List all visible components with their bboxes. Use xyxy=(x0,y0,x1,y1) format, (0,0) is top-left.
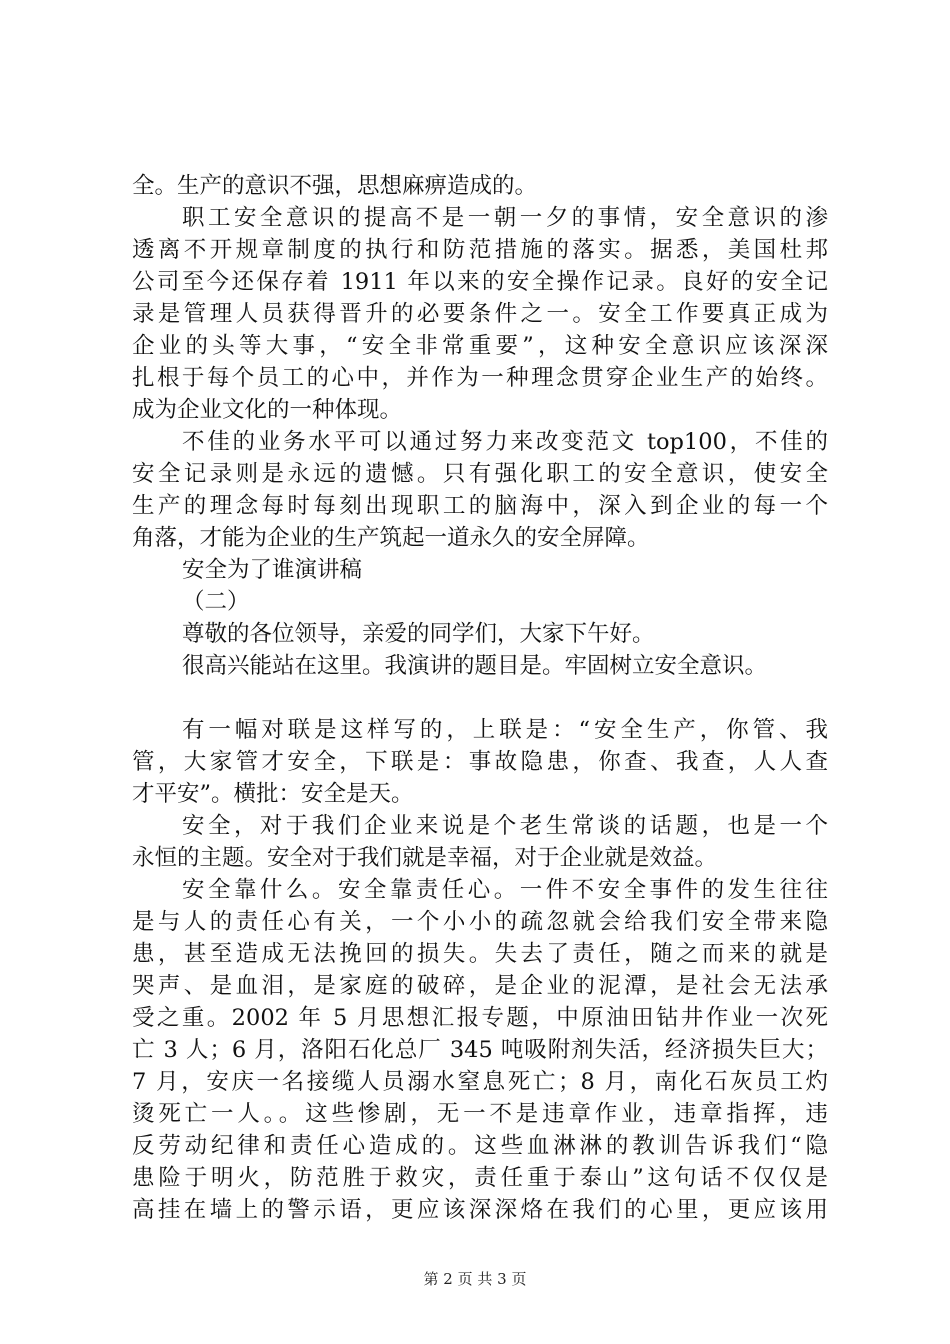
blank-line xyxy=(132,682,832,714)
text-line: 安全，对于我们企业来说是个老生常谈的话题，也是一个 xyxy=(182,813,828,839)
body-text xyxy=(132,170,832,1226)
text-line: 有一幅对联是这样写的，上联是：“安全生产，你管、我 xyxy=(182,717,828,743)
text-line: 很高兴能站在这里。我演讲的题目是。牢固树立安全意识。 xyxy=(182,653,768,679)
text-line: 全。生产的意识不强，思想麻痹造成的。 xyxy=(132,173,538,199)
text-line: 成为企业文化的一种体现。 xyxy=(132,397,403,423)
text-line: 录是管理人员获得晋升的必要条件之一。安全工作要真正成为 xyxy=(132,301,828,327)
text-line: 受之重。2002 年 5 月思想汇报专题，中原油田钻井作业一次死 xyxy=(132,1005,828,1031)
text-line: 高挂在墙上的警示语，更应该深深烙在我们的心里，更应该用 xyxy=(132,1197,828,1223)
text-line: 扎根于每个员工的心中，并作为一种理念贯穿企业生产的始终。 xyxy=(132,365,828,391)
text-line: 职工安全意识的提高不是一朝一夕的事情，安全意识的渗 xyxy=(182,205,828,231)
page-footer xyxy=(0,1269,950,1289)
text-line: 角落，才能为企业的生产筑起一道永久的安全屏障。 xyxy=(132,525,650,551)
text-line: 哭声、是血泪，是家庭的破碎，是企业的泥潭，是社会无法承 xyxy=(132,973,828,999)
text-line: 企业的头等大事，“安全非常重要”，这种安全意识应该深深 xyxy=(132,333,828,359)
text-line: 才平安”。横批：安全是天。 xyxy=(132,781,414,807)
text-line: 亡 3 人；6 月，洛阳石化总厂 345 吨吸附剂失活，经济损失巨大； xyxy=(132,1037,828,1063)
text-line: 永恒的主题。安全对于我们就是幸福，对于企业就是效益。 xyxy=(132,845,718,871)
text-line: 不佳的业务水平可以通过努力来改变范文 top100，不佳的 xyxy=(182,429,828,455)
text-line: 患险于明火，防范胜于救灾，责任重于泰山”这句话不仅仅是 xyxy=(132,1165,828,1191)
text-line: 安全为了谁演讲稿 xyxy=(182,557,363,583)
text-line: 公司至今还保存着 1911 年以来的安全操作记录。良好的安全记 xyxy=(132,269,828,295)
text-line: 是与人的责任心有关，一个小小的疏忽就会给我们安全带来隐 xyxy=(132,909,828,935)
text-line: 患，甚至造成无法挽回的损失。失去了责任，随之而来的就是 xyxy=(132,941,828,967)
text-line: 安全记录则是永远的遗憾。只有强化职工的安全意识，使安全 xyxy=(132,461,828,487)
text-line: 透离不开规章制度的执行和防范措施的落实。据悉，美国杜邦 xyxy=(132,237,828,263)
text-line: 烫死亡一人。。这些惨剧，无一不是违章作业，违章指挥，违 xyxy=(132,1101,828,1127)
text-line: 反劳动纪律和责任心造成的。这些血淋淋的教训告诉我们“隐 xyxy=(132,1133,828,1159)
text-line: 生产的理念每时每刻出现职工的脑海中，深入到企业的每一个 xyxy=(132,493,828,519)
text-line: （二） xyxy=(182,589,250,615)
text-line: 尊敬的各位领导，亲爱的同学们，大家下午好。 xyxy=(182,621,655,647)
text-line: 管，大家管才安全，下联是：事故隐患，你查、我查，人人查 xyxy=(132,749,828,775)
page-number: 第 2 页 共 3 页 xyxy=(423,1270,527,1288)
text-line: 安全靠什么。安全靠责任心。一件不安全事件的发生往往 xyxy=(182,877,828,903)
text-line: 7 月，安庆一名接缆人员溺水窒息死亡；8 月，南化石灰员工灼 xyxy=(132,1069,828,1095)
